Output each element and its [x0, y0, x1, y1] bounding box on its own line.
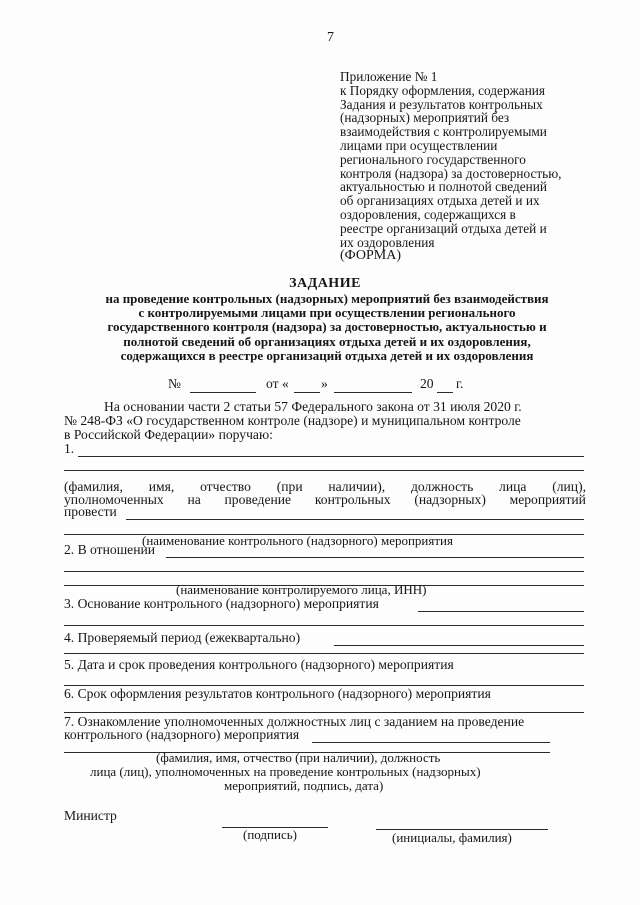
item-4-blank[interactable] [334, 645, 584, 646]
year-prefix: 20 [420, 376, 434, 391]
persons-caption: (фамилия, имя, отчество (при наличии), должность [156, 750, 441, 765]
annex-form-label: (ФОРМА) [340, 248, 402, 264]
item-7-label-cont: контрольного (надзорного) мероприятия [64, 727, 300, 742]
intro-line: На основании части 2 статьи 57 Федерального закона от 31 июля 2020 г. [104, 399, 522, 414]
annex-line: взаимодействия с контролируемыми [340, 124, 547, 140]
number-sign: № [168, 376, 181, 391]
document-title: ЗАДАНИЕ [289, 276, 361, 291]
upoln-word: на [187, 492, 201, 507]
fio-word: имя, [148, 479, 175, 494]
upoln-word: проведение [224, 492, 292, 507]
annex-line: (надзорных) мероприятий без [340, 110, 510, 126]
fio-word: лица [499, 479, 527, 494]
event-blank[interactable] [126, 519, 584, 520]
fio-word: должность [410, 479, 474, 494]
item-4-blank[interactable] [64, 653, 584, 654]
annex-line: оздоровления, содержащихся в [340, 206, 516, 222]
fio-word: наличии), [328, 479, 386, 494]
year-blank[interactable] [437, 392, 453, 393]
item-6-label: 6. Срок оформления результатов контрольного (надзорного) мероприятия [64, 686, 491, 701]
upoln-row [64, 492, 586, 508]
annex-block [340, 70, 595, 263]
item-1-blank[interactable] [64, 470, 584, 471]
item-1-blank[interactable] [78, 456, 584, 457]
date-close-quote: » [321, 376, 328, 391]
month-blank[interactable] [334, 392, 412, 393]
item-1-label: 1. [64, 441, 75, 456]
minister-label: Министр [64, 808, 117, 823]
day-blank[interactable] [294, 392, 320, 393]
intro-line: № 248-ФЗ «О государственном контроле (надзоре) и муниципальном контроле [64, 413, 521, 428]
item-3-blank[interactable] [418, 611, 584, 612]
upoln-word: уполномоченных [64, 492, 164, 507]
annex-line: об организациях отдыха детей и их [340, 193, 540, 209]
item-7-label: 7. Ознакомление уполномоченных должностных лиц с заданием на проведение [64, 714, 525, 729]
date-from-label: от « [266, 376, 289, 391]
item-5-label: 5. Дата и срок проведения контрольного (надзорного) мероприятия [64, 657, 454, 672]
item-3-blank[interactable] [64, 625, 584, 626]
item-2-blank[interactable] [64, 571, 584, 572]
item-6-blank[interactable] [64, 712, 584, 713]
annex-line: их оздоровления [340, 234, 435, 250]
annex-line: лицами при осуществлении [340, 137, 498, 153]
item-7-blank[interactable] [312, 742, 550, 743]
number-blank[interactable] [190, 392, 256, 393]
annex-line: контроля (надзора) за достоверностью, [340, 165, 562, 181]
fio-word: (при [276, 479, 303, 494]
upoln-word: контрольных [314, 492, 391, 507]
fio-word: отчество [200, 479, 251, 494]
signature-caption: (подпись) [243, 827, 297, 842]
item-3-label: 3. Основание контрольного (надзорного) мероприятия [64, 596, 379, 611]
fio-word: (фамилия, [64, 479, 123, 494]
provesti-label: провести [64, 504, 117, 519]
item-2-label: 2. В отношении [64, 542, 156, 557]
event-caption: (наименование контрольного (надзорного) мероприятия [142, 533, 453, 548]
subtitle-line: на проведение контрольных (надзорных) мероприятий без взаимодействия [105, 291, 549, 306]
controlled-caption: (наименование контролируемого лица, ИНН) [176, 582, 427, 597]
subtitle-line: содержащихся в реестре организаций отдыха детей и их оздоровления [120, 347, 534, 363]
annex-line: Задания и результатов контрольных [340, 96, 543, 112]
intro-line: в Российской Федерации» поручаю: [64, 427, 273, 442]
subtitle-line: с контролируемыми лицами при осуществлении регионального [138, 305, 516, 321]
item-4-label: 4. Проверяемый период (ежеквартально) [64, 630, 301, 645]
document-subtitle [62, 292, 592, 363]
page-number: 7 [327, 30, 334, 45]
upoln-word: (надзорных) [414, 492, 486, 507]
initials-caption: (инициалы, фамилия) [392, 830, 512, 845]
annex-line: актуальностью и полнотой сведений [340, 179, 547, 195]
persons-caption: мероприятий, подпись, дата) [224, 778, 384, 793]
subtitle-line: государственного контроля (надзора) за достоверностью, актуальностью и [107, 319, 547, 335]
annex-line: регионального государственного [340, 151, 526, 167]
annex-line: реестре организаций отдыха детей и [340, 220, 547, 236]
annex-line: Приложение № 1 [340, 69, 438, 84]
fio-word: (лиц), [552, 479, 586, 494]
upoln-word: мероприятий [509, 492, 586, 507]
subtitle-line: полнотой сведений об организациях отдыха детей и их оздоровления, [123, 333, 531, 349]
item-2-blank[interactable] [166, 557, 584, 558]
year-suffix: г. [456, 376, 464, 391]
annex-line: к Порядку оформления, содержания [340, 82, 546, 98]
persons-caption: лица (лиц), уполномоченных на проведение контрольных (надзорных) [90, 764, 481, 779]
